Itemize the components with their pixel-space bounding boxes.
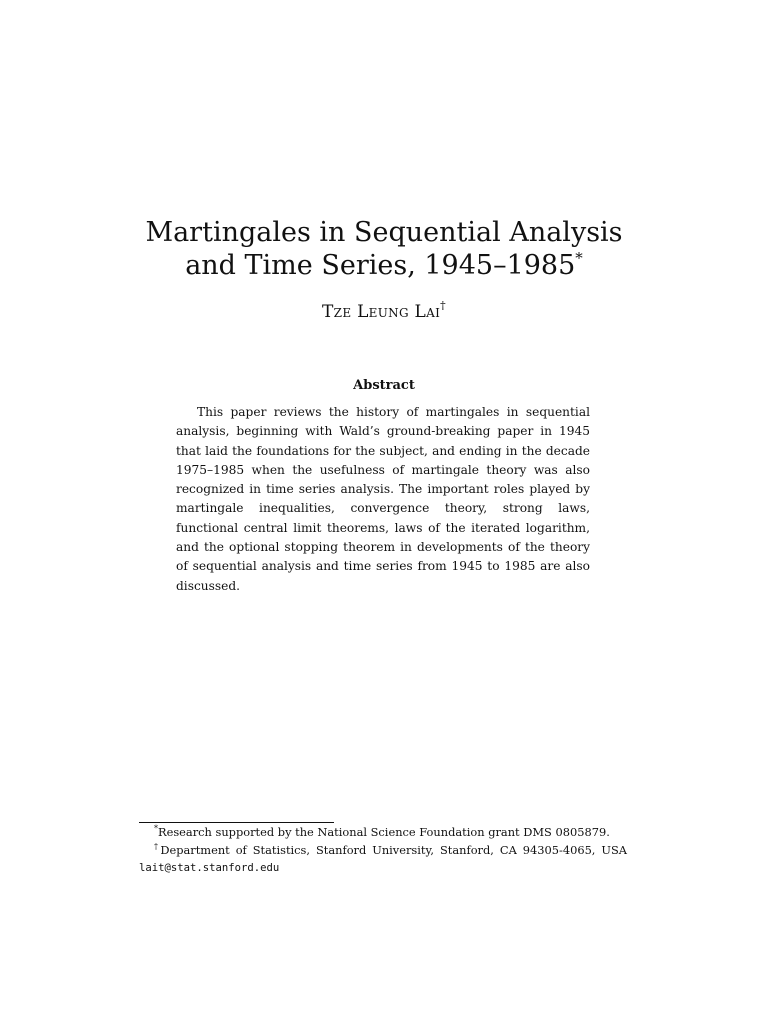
author-footnote-marker: † [440, 299, 446, 312]
author-name: Tze Leung Lai [322, 302, 441, 322]
funding-footnote-marker: * [154, 824, 158, 833]
footnote-rule [139, 822, 334, 823]
abstract-heading: Abstract [353, 378, 415, 393]
title-line-1: Martingales in Sequential Analysis [145, 217, 623, 248]
footnotes [139, 824, 627, 878]
abstract-body: This paper reviews the history of martingales in sequential analysis, beginning with Wald’s ground-breaking paper in 1945 that laid the foundations for the subject, and ending in the decade 1975–1985 when the usefulness of martingale theory was also recognized in time series analysis. The important roles played by martingale inequalities, convergence theory, strong laws, functional central limit theorems, laws of the iterated logarithm, and the optional stopping theorem in developments of the theory of sequential analysis and time series from 1945 to 1985 are also discussed. [176, 405, 590, 593]
funding-footnote [139, 824, 627, 842]
author-line [0, 299, 768, 322]
email-line [139, 859, 627, 878]
affiliation-footnote [139, 842, 627, 860]
title-line-2: and Time Series, 1945–1985 [185, 250, 576, 281]
title-footnote-marker: * [575, 249, 583, 267]
affiliation-footnote-marker: † [154, 841, 161, 851]
affiliation-footnote-text: Department of Statistics, Stanford University, Stanford, CA 94305-4065, USA [160, 842, 628, 857]
funding-footnote-text: Research supported by the National Science Foundation grant DMS 0805879. [158, 825, 610, 839]
author-email-link[interactable]: lait@stat.stanford.edu [139, 862, 280, 874]
paper-title [0, 216, 768, 282]
